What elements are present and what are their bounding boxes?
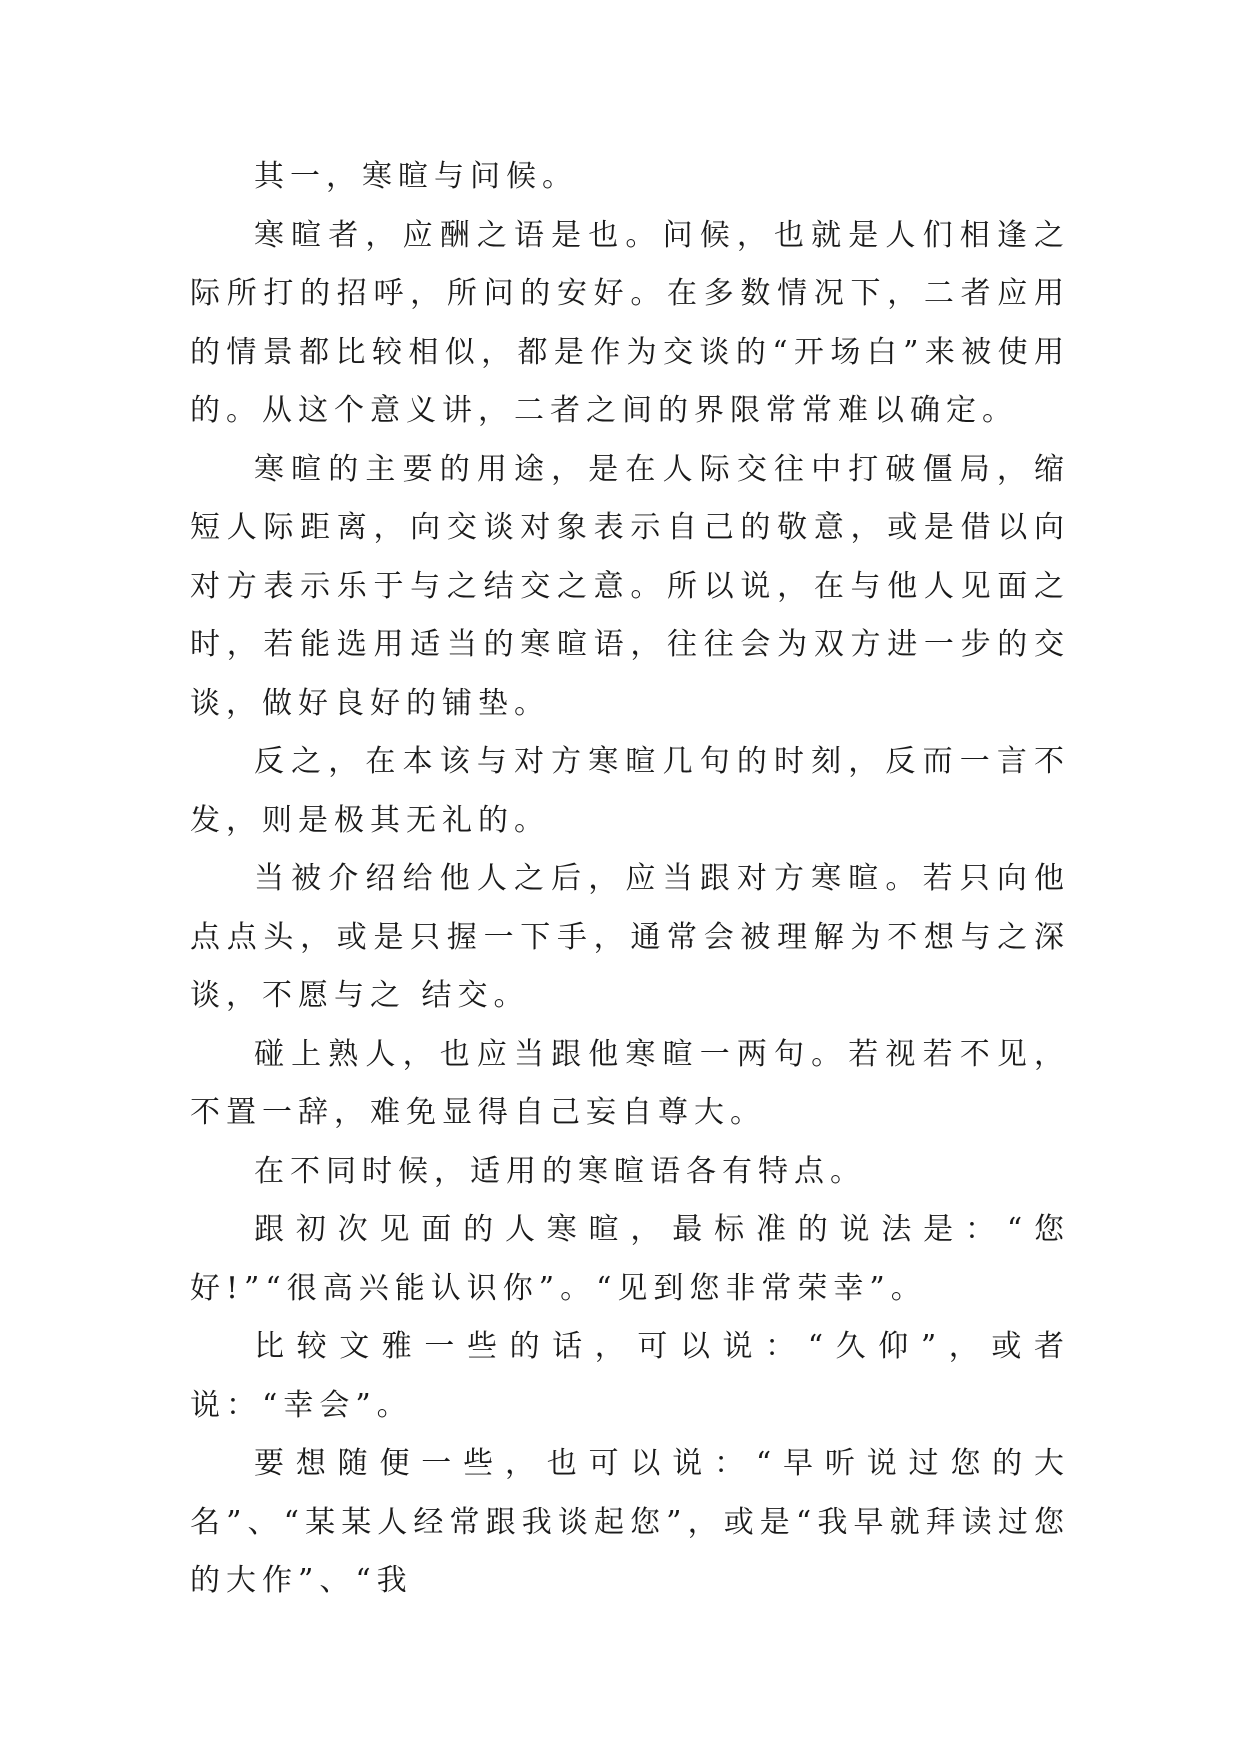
document-body (190, 148, 1070, 1611)
paragraph-8: 跟初次见面的人寒暄，最标准的说法是：“您好!”“很高兴能认识你”。“见到您非常荣幸”。 (190, 1212, 1070, 1306)
paragraph-9: 比较文雅一些的话，可以说：“久仰”，或者说：“幸会”。 (190, 1329, 1070, 1423)
paragraph-7: 在不同时候，适用的寒暄语各有特点。 (254, 1153, 866, 1189)
paragraph-4: 反之，在本该与对方寒暄几句的时刻，反而一言不发，则是极其无礼的。 (190, 744, 1070, 838)
paragraph-5: 当被介绍给他人之后，应当跟对方寒暄。若只向他点点头，或是只握一下手，通常会被理解为不想与之深谈，不愿与之 结交。 (190, 861, 1070, 1013)
paragraph-6: 碰上熟人，也应当跟他寒暄一两句。若视若不见，不置一辞，难免显得自己妄自尊大。 (190, 1036, 1070, 1130)
paragraph-1: 其一，寒暄与问候。 (254, 159, 578, 194)
paragraph-2: 寒暄者，应酬之语是也。问候，也就是人们相逢之际所打的招呼，所问的安好。在多数情况下，二者应用的情景都比较相似，都是作为交谈的“开场白”来被使用的。从这个意义讲，二者之间的界限常常难以确定。 (190, 217, 1070, 428)
paragraph-10: 要想随便一些，也可以说：“早听说过您的大名”、“某某人经常跟我谈起您”，或是“我早就拜读过您的大作”、“我 (190, 1446, 1070, 1598)
paragraph-3: 寒暄的主要的用途，是在人际交往中打破僵局，缩短人际距离，向交谈对象表示自己的敬意，或是借以向对方表示乐于与之结交之意。所以说，在与他人见面之时，若能选用适当的寒暄语，往往会为双方进一步的交谈，做好良好的铺垫。 (190, 451, 1070, 721)
